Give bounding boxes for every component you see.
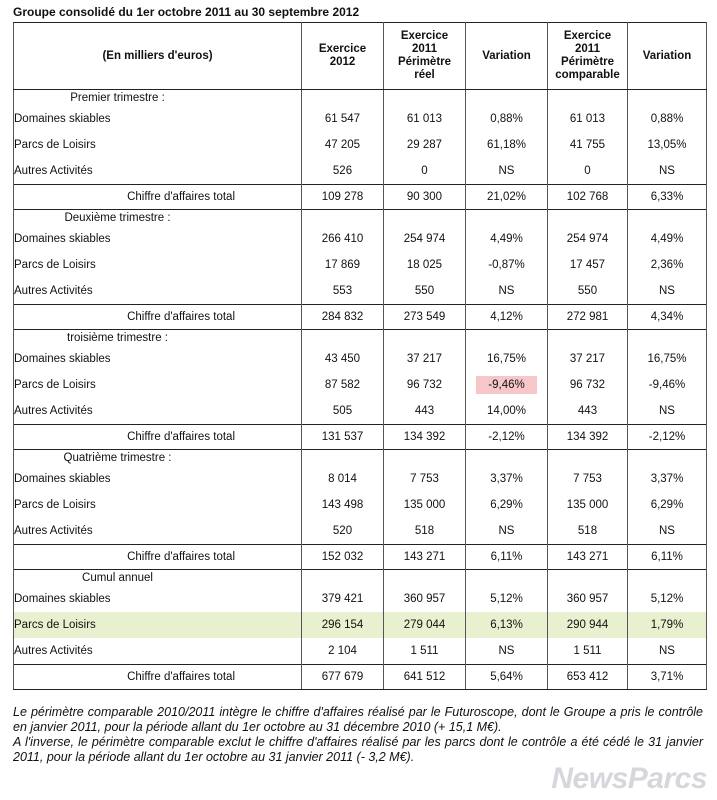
total-cell: 653 412 bbox=[548, 665, 628, 690]
financial-table bbox=[13, 22, 707, 690]
document-title: Groupe consolidé du 1er octobre 2011 au 30 septembre 2012 bbox=[13, 5, 360, 19]
table-cell: 520 bbox=[302, 518, 384, 545]
table-cell: 518 bbox=[548, 518, 628, 545]
table-cell: 8 014 bbox=[302, 466, 384, 492]
total-cell: 143 271 bbox=[548, 545, 628, 570]
table-cell: 61 013 bbox=[548, 106, 628, 132]
row-label: Autres Activités bbox=[14, 518, 302, 545]
table-cell: 16,75% bbox=[628, 346, 707, 372]
row-label: Parcs de Loisirs bbox=[14, 372, 302, 398]
table-cell: 1,79% bbox=[628, 612, 707, 638]
table-cell: 3,37% bbox=[628, 466, 707, 492]
table-cell: 61,18% bbox=[466, 132, 548, 158]
table-cell: 505 bbox=[302, 398, 384, 425]
total-cell: 4,34% bbox=[628, 305, 707, 330]
table-cell: 5,12% bbox=[628, 586, 707, 612]
total-cell: -2,12% bbox=[628, 425, 707, 450]
table-cell: 7 753 bbox=[548, 466, 628, 492]
table-cell: 0 bbox=[384, 158, 466, 185]
table-cell: 135 000 bbox=[384, 492, 466, 518]
table-cell: 7 753 bbox=[384, 466, 466, 492]
row-label: Autres Activités bbox=[14, 398, 302, 425]
footnote-2: A l'inverse, le périmètre comparable exclut le chiffre d'affaires réalisé par les parcs dont le contrôle a été cédé le 31 janvier 2011, pour la période allant du 1er octobre au 31 janvier 2011 (- 3,2 M€). bbox=[13, 735, 703, 764]
table-cell: -9,46% bbox=[628, 372, 707, 398]
table-cell: 279 044 bbox=[384, 612, 466, 638]
table-cell: NS bbox=[466, 638, 548, 665]
section-header bbox=[14, 570, 707, 587]
table-cell: 443 bbox=[548, 398, 628, 425]
row-label: Domaines skiables bbox=[14, 106, 302, 132]
total-cell: 102 768 bbox=[548, 185, 628, 210]
table-cell: NS bbox=[466, 158, 548, 185]
table-cell: 43 450 bbox=[302, 346, 384, 372]
header-exercice-2011-reel: Exercice 2011 Périmètre réel bbox=[384, 23, 466, 90]
row-label: Domaines skiables bbox=[14, 586, 302, 612]
table-cell: 6,29% bbox=[466, 492, 548, 518]
table-cell: 360 957 bbox=[548, 586, 628, 612]
total-cell: 6,33% bbox=[628, 185, 707, 210]
table-cell: 61 547 bbox=[302, 106, 384, 132]
watermark-logo: NewsParcs bbox=[551, 762, 707, 795]
table-cell: 290 944 bbox=[548, 612, 628, 638]
total-cell: 272 981 bbox=[548, 305, 628, 330]
section-title: Premier trimestre : bbox=[14, 90, 302, 107]
total-cell: 284 832 bbox=[302, 305, 384, 330]
section-header bbox=[14, 210, 707, 227]
header-variation-comparable: Variation bbox=[628, 23, 707, 90]
table-cell: 3,37% bbox=[466, 466, 548, 492]
table-cell: 443 bbox=[384, 398, 466, 425]
footnote-1: Le périmètre comparable 2010/2011 intègre le chiffre d'affaires réalisé par le Futuroscope, dont le Groupe a pris le contrôle en janvier 2011, pour la période allant du 1er octobre au 31 décembre 2010 (+ 15,1 M€). bbox=[13, 705, 703, 734]
table-row bbox=[14, 132, 707, 158]
total-cell: 6,11% bbox=[466, 545, 548, 570]
table-row bbox=[14, 492, 707, 518]
table-row bbox=[14, 278, 707, 305]
total-cell: 6,11% bbox=[628, 545, 707, 570]
total-cell: 641 512 bbox=[384, 665, 466, 690]
row-label: Domaines skiables bbox=[14, 226, 302, 252]
total-cell: 143 271 bbox=[384, 545, 466, 570]
table-cell: 6,29% bbox=[628, 492, 707, 518]
section-header bbox=[14, 90, 707, 107]
total-label: Chiffre d'affaires total bbox=[14, 185, 302, 210]
table-cell: 0 bbox=[548, 158, 628, 185]
section-title: troisième trimestre : bbox=[14, 330, 302, 347]
total-cell: 109 278 bbox=[302, 185, 384, 210]
table-cell: 13,05% bbox=[628, 132, 707, 158]
table-cell: NS bbox=[466, 278, 548, 305]
table-cell: 0,88% bbox=[466, 106, 548, 132]
row-label: Domaines skiables bbox=[14, 466, 302, 492]
table-cell: NS bbox=[628, 518, 707, 545]
row-label: Parcs de Loisirs bbox=[14, 132, 302, 158]
table-cell: 2,36% bbox=[628, 252, 707, 278]
row-label: Autres Activités bbox=[14, 638, 302, 665]
highlighted-value: -9,46% bbox=[476, 376, 536, 394]
total-cell: 152 032 bbox=[302, 545, 384, 570]
table-row bbox=[14, 518, 707, 545]
total-label: Chiffre d'affaires total bbox=[14, 665, 302, 690]
total-cell: 273 549 bbox=[384, 305, 466, 330]
total-row bbox=[14, 425, 707, 450]
total-row bbox=[14, 665, 707, 690]
table-cell: NS bbox=[628, 278, 707, 305]
total-cell: 134 392 bbox=[384, 425, 466, 450]
table-cell: 17 869 bbox=[302, 252, 384, 278]
header-exercice-2011-comparable: Exercice 2011 Périmètre comparable bbox=[548, 23, 628, 90]
table-cell: 135 000 bbox=[548, 492, 628, 518]
table-cell: 254 974 bbox=[548, 226, 628, 252]
table-cell: 47 205 bbox=[302, 132, 384, 158]
total-cell: 90 300 bbox=[384, 185, 466, 210]
header-unit: (En milliers d'euros) bbox=[14, 23, 302, 90]
total-cell: 5,64% bbox=[466, 665, 548, 690]
table-cell: 37 217 bbox=[548, 346, 628, 372]
section-header bbox=[14, 330, 707, 347]
total-cell: 131 537 bbox=[302, 425, 384, 450]
table-cell: NS bbox=[628, 158, 707, 185]
total-label: Chiffre d'affaires total bbox=[14, 305, 302, 330]
table-cell: 550 bbox=[548, 278, 628, 305]
total-label: Chiffre d'affaires total bbox=[14, 425, 302, 450]
row-label: Parcs de Loisirs bbox=[14, 252, 302, 278]
table-row bbox=[14, 612, 707, 638]
table-header bbox=[14, 23, 707, 90]
row-label: Autres Activités bbox=[14, 278, 302, 305]
table-cell: 5,12% bbox=[466, 586, 548, 612]
table-cell: 4,49% bbox=[628, 226, 707, 252]
table-row bbox=[14, 346, 707, 372]
table-cell: 96 732 bbox=[384, 372, 466, 398]
section-title: Cumul annuel bbox=[14, 570, 302, 587]
table-cell: 379 421 bbox=[302, 586, 384, 612]
table-row bbox=[14, 466, 707, 492]
row-label: Parcs de Loisirs bbox=[14, 612, 302, 638]
table-cell: NS bbox=[628, 638, 707, 665]
table-cell: 254 974 bbox=[384, 226, 466, 252]
total-cell: 134 392 bbox=[548, 425, 628, 450]
table-cell: 296 154 bbox=[302, 612, 384, 638]
total-cell: -2,12% bbox=[466, 425, 548, 450]
section-title: Deuxième trimestre : bbox=[14, 210, 302, 227]
table-cell: 18 025 bbox=[384, 252, 466, 278]
total-row bbox=[14, 545, 707, 570]
table-row bbox=[14, 226, 707, 252]
total-row bbox=[14, 305, 707, 330]
table-row bbox=[14, 158, 707, 185]
total-cell: 677 679 bbox=[302, 665, 384, 690]
table-cell: 16,75% bbox=[466, 346, 548, 372]
table-cell: 0,88% bbox=[628, 106, 707, 132]
table-cell: NS bbox=[466, 518, 548, 545]
total-row bbox=[14, 185, 707, 210]
table-cell: 14,00% bbox=[466, 398, 548, 425]
table-cell: 61 013 bbox=[384, 106, 466, 132]
table-cell: 87 582 bbox=[302, 372, 384, 398]
table-cell: 6,13% bbox=[466, 612, 548, 638]
footnotes bbox=[13, 705, 703, 765]
table-cell: 553 bbox=[302, 278, 384, 305]
section-header bbox=[14, 450, 707, 467]
total-cell: 21,02% bbox=[466, 185, 548, 210]
table-cell: 29 287 bbox=[384, 132, 466, 158]
header-variation: Variation bbox=[466, 23, 548, 90]
table-cell: 2 104 bbox=[302, 638, 384, 665]
row-label: Parcs de Loisirs bbox=[14, 492, 302, 518]
table-row bbox=[14, 106, 707, 132]
table-row bbox=[14, 638, 707, 665]
table-cell: 143 498 bbox=[302, 492, 384, 518]
table-cell: 518 bbox=[384, 518, 466, 545]
table-cell: 550 bbox=[384, 278, 466, 305]
header-exercice-2012: Exercice 2012 bbox=[302, 23, 384, 90]
table-cell: 526 bbox=[302, 158, 384, 185]
table-cell: 1 511 bbox=[384, 638, 466, 665]
table-cell: 360 957 bbox=[384, 586, 466, 612]
table-cell: -0,87% bbox=[466, 252, 548, 278]
table-cell: NS bbox=[628, 398, 707, 425]
table-row bbox=[14, 398, 707, 425]
highlighted-cell bbox=[466, 372, 548, 398]
table-cell: 17 457 bbox=[548, 252, 628, 278]
row-label: Domaines skiables bbox=[14, 346, 302, 372]
table-cell: 1 511 bbox=[548, 638, 628, 665]
section-title: Quatrième trimestre : bbox=[14, 450, 302, 467]
table-cell: 96 732 bbox=[548, 372, 628, 398]
table-cell: 266 410 bbox=[302, 226, 384, 252]
total-cell: 4,12% bbox=[466, 305, 548, 330]
total-label: Chiffre d'affaires total bbox=[14, 545, 302, 570]
table-cell: 37 217 bbox=[384, 346, 466, 372]
table-row bbox=[14, 372, 707, 398]
table-row bbox=[14, 252, 707, 278]
total-cell: 3,71% bbox=[628, 665, 707, 690]
table-cell: 4,49% bbox=[466, 226, 548, 252]
table-row bbox=[14, 586, 707, 612]
row-label: Autres Activités bbox=[14, 158, 302, 185]
table-cell: 41 755 bbox=[548, 132, 628, 158]
